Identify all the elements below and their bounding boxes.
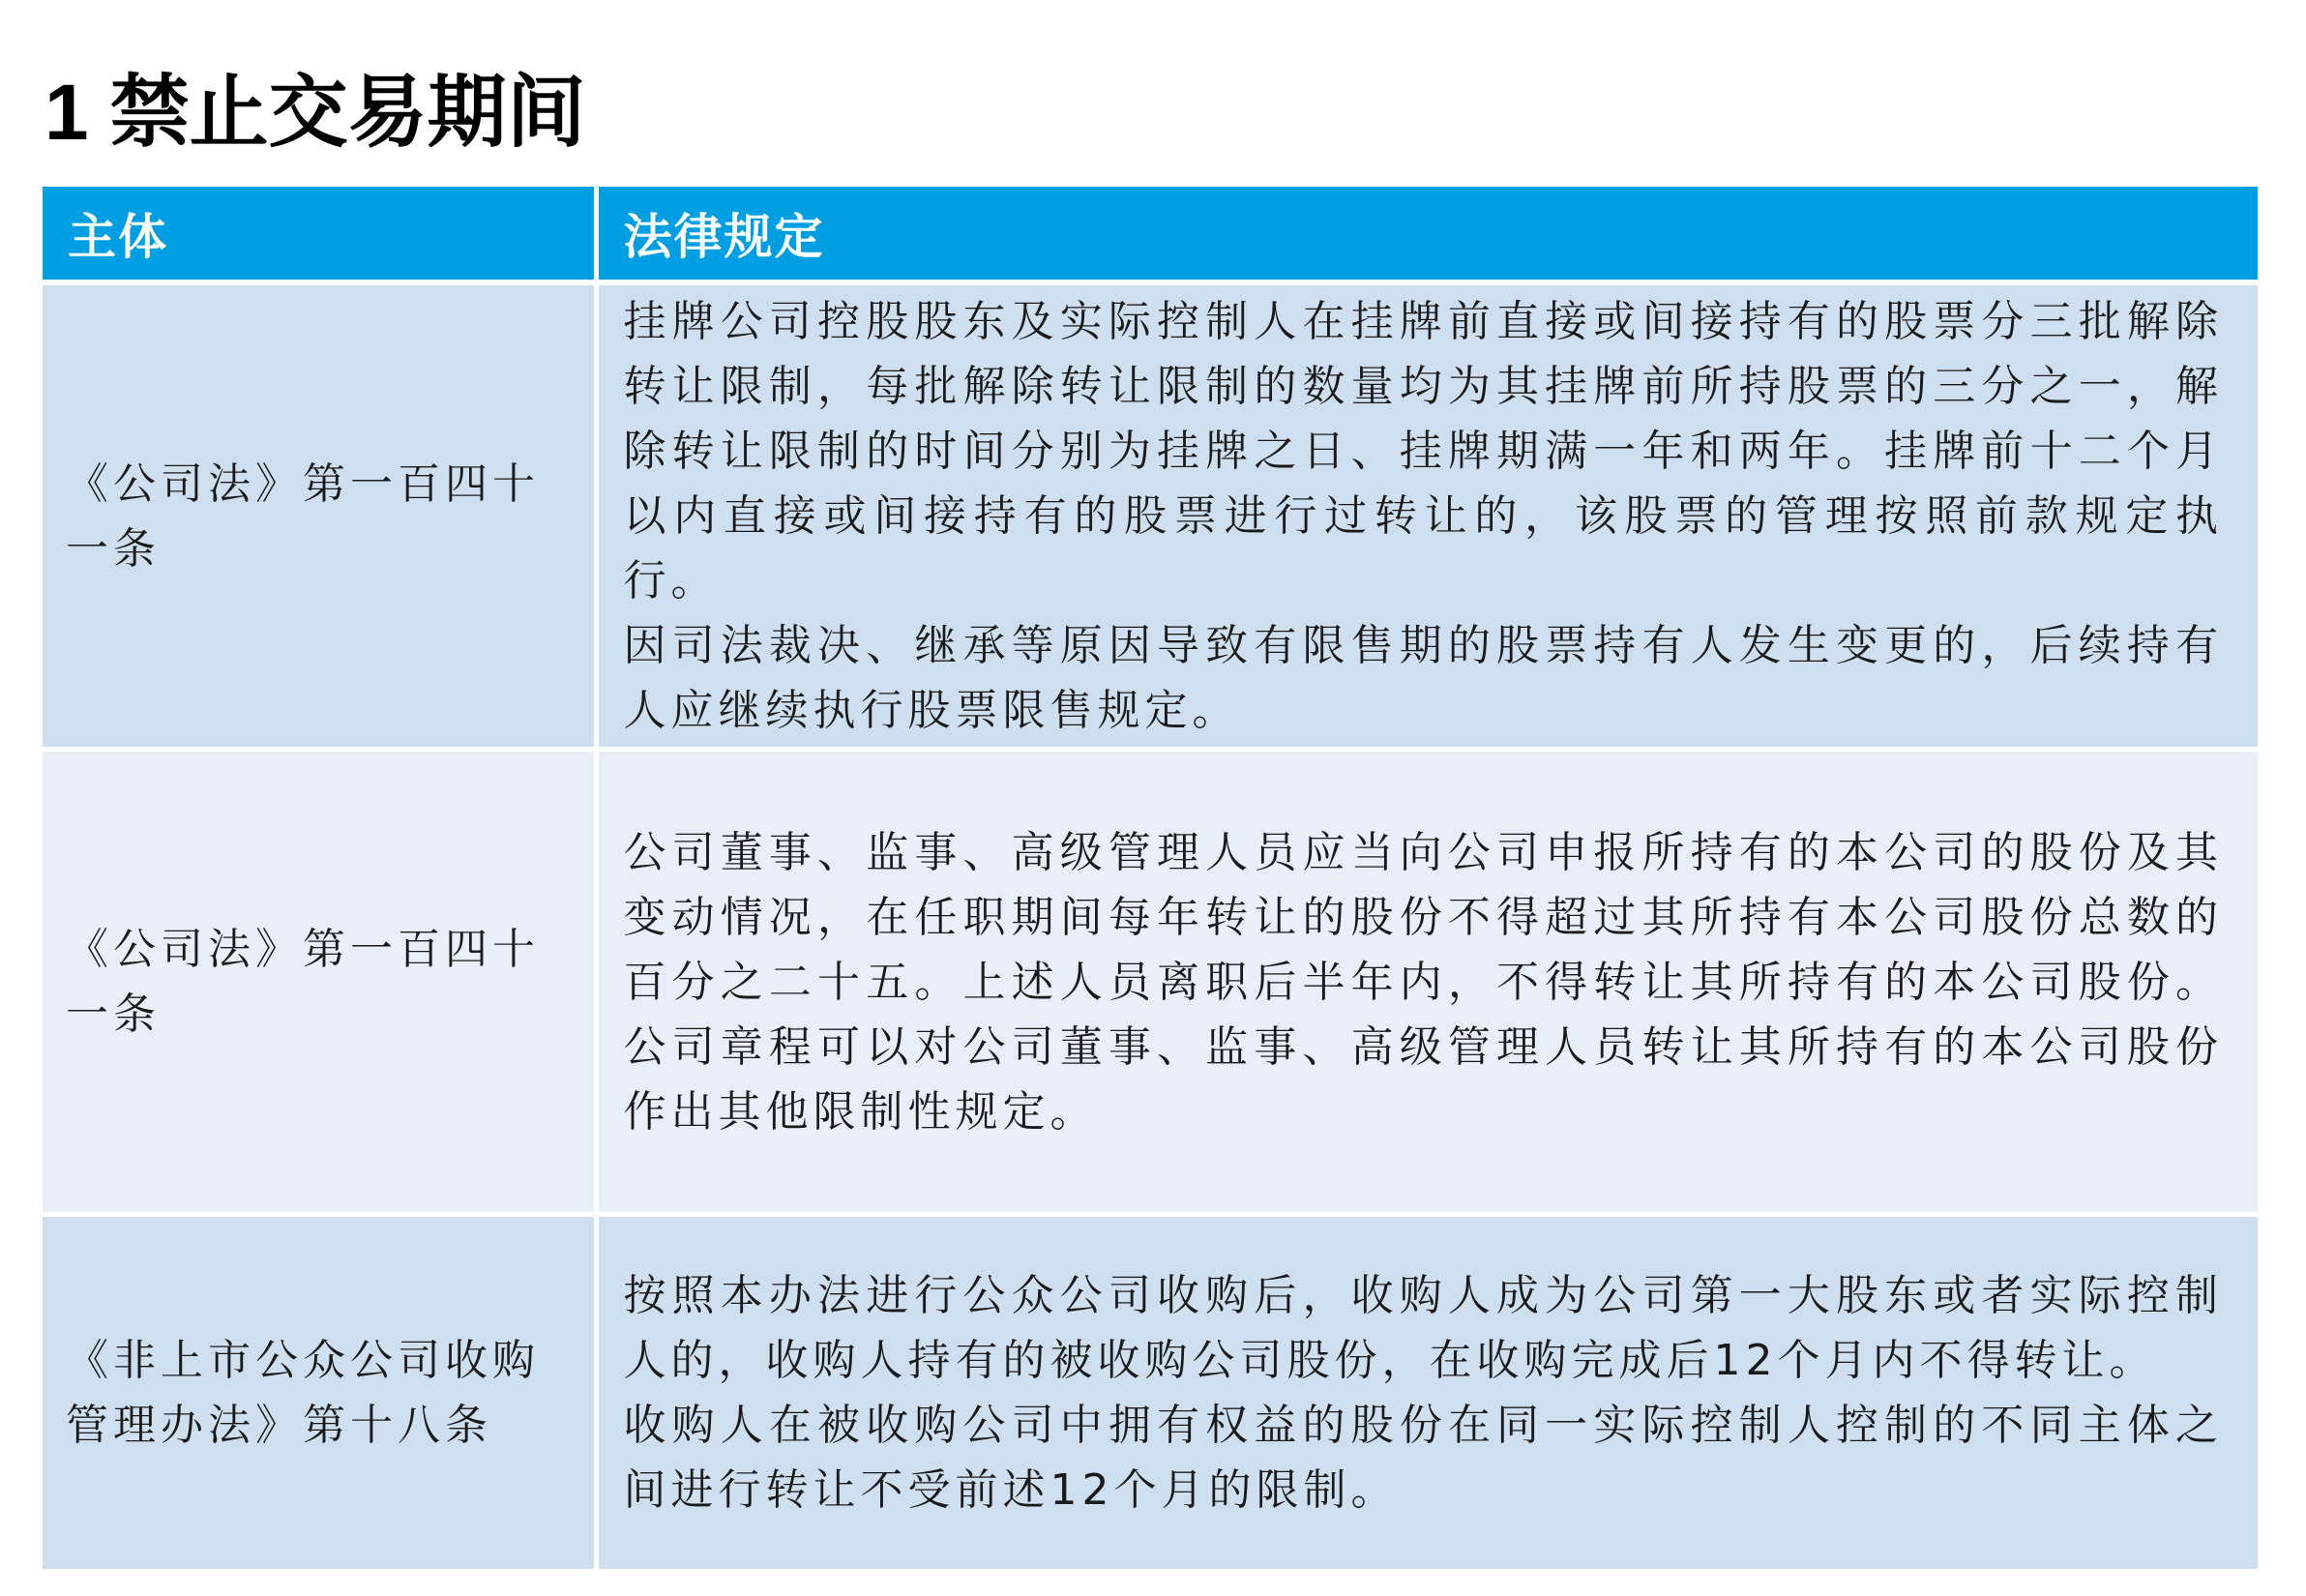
rule-cell	[596, 1215, 2258, 1572]
table-row	[43, 282, 2258, 750]
header-subject: 主体	[43, 187, 596, 282]
page-title-text: 禁止交易期间	[109, 69, 586, 157]
rule-paragraph: 公司董事、监事、高级管理人员应当向公司申报所持有的本公司的股份及其变动情况，在任职期间每年转让的股份不得超过其所持有本公司股份总数的百分之二十五。上述人员离职后半年内，不得转让其所持有的本公司股份。公司章程可以对公司董事、监事、高级管理人员转让其所持有的本公司股份作出其他限制性规定。	[623, 827, 2223, 1137]
page-title-number: 1	[44, 69, 89, 157]
rule-cell	[596, 282, 2258, 750]
subject-cell: 《公司法》第一百四十一条	[43, 282, 596, 750]
header-rule: 法律规定	[596, 187, 2258, 282]
rule-paragraph: 收购人在被收购公司中拥有权益的股份在同一实际控制人控制的不同主体之间进行转让不受前述12个月的限制。	[623, 1401, 2223, 1515]
subject-cell: 《非上市公众公司收购管理办法》第十八条	[43, 1215, 596, 1572]
rule-paragraph: 因司法裁决、继承等原因导致有限售期的股票持有人发生变更的，后续持有人应继续执行股票限售规定。	[623, 621, 2223, 735]
page-title	[44, 60, 586, 166]
rule-cell	[596, 750, 2258, 1215]
rule-paragraph: 按照本办法进行公众公司收购后，收购人成为公司第一大股东或者实际控制人的，收购人持有的被收购公司股份，在收购完成后12个月内不得转让。	[623, 1271, 2223, 1385]
subject-cell: 《公司法》第一百四十一条	[43, 750, 596, 1215]
table-row	[43, 1215, 2258, 1572]
rule-paragraph: 挂牌公司控股股东及实际控制人在挂牌前直接或间接持有的股票分三批解除转让限制，每批解除转让限制的数量均为其挂牌前所持股票的三分之一，解除转让限制的时间分别为挂牌之日、挂牌期满一年和两年。挂牌前十二个月以内直接或间接持有的股票进行过转让的，该股票的管理按照前款规定执行。	[623, 297, 2223, 606]
table-header-row	[43, 187, 2258, 282]
rules-table	[43, 187, 2258, 1574]
table-row	[43, 750, 2258, 1215]
